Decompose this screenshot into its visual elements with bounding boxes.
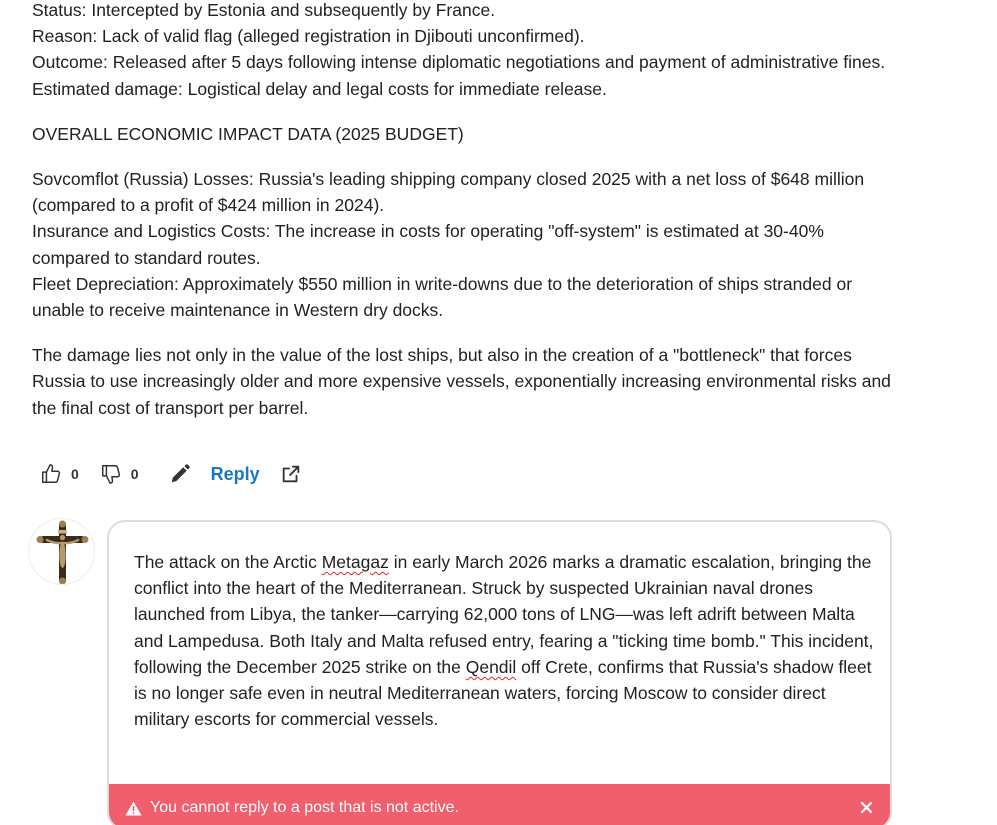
post-line-status: Status: Intercepted by Estonia and subsequently by France. — [32, 0, 496, 20]
reply-button[interactable] — [211, 464, 260, 485]
previous-post-body — [32, 0, 892, 421]
alert-message: You cannot reply to a post that is not active. — [150, 799, 459, 816]
edit-button[interactable] — [169, 463, 191, 485]
thumbs-down-icon — [100, 463, 122, 485]
post-line-damage: Estimated damage: Logistical delay and legal costs for immediate release. — [32, 78, 607, 99]
close-icon[interactable] — [860, 801, 873, 814]
pencil-icon — [169, 463, 191, 485]
comment-text-part: The attack on the Arctic — [134, 552, 322, 572]
crucifix-avatar-image — [29, 519, 95, 585]
post-action-bar — [40, 460, 302, 488]
downvote-button[interactable] — [100, 463, 139, 485]
misspelled-word[interactable]: Metagaz — [321, 552, 389, 572]
comment-text — [134, 549, 874, 732]
comment-text-part: off Crete, confirms that Russia's shadow fleet is no longer safe even in neutral Mediterranean waters, forcing Moscow to consider direct military escorts for commercial vessels. — [134, 656, 872, 730]
thumbs-up-icon — [40, 463, 62, 485]
post-impact-list — [32, 166, 892, 323]
comment-text-part: in early March 2026 marks a dramatic escalation, bringing the conflict into the heart of the Mediterranean. Struck by suspected Ukrainian naval drones launched from Libya, the tanker—carrying 62,000 tons of LNG—was left adrift between Malta and Lampedusa. Both Italy and Malta refused entry, fearing a "ticking time bomb." This incident, following the December 2025 strike on the — [134, 552, 874, 677]
misspelled-word[interactable]: Qendil — [465, 656, 517, 677]
error-alert — [109, 784, 890, 825]
post-line-depreciation: Fleet Depreciation: Approximately $550 million in write-downs due to the deterioration of ships stranded or unable to receive maintenance in Western dry docks. — [32, 273, 853, 321]
upvote-count: 0 — [71, 466, 79, 482]
reply-label: Reply — [210, 463, 260, 484]
share-button[interactable] — [280, 463, 302, 485]
commenter-avatar[interactable] — [28, 518, 95, 585]
share-icon — [280, 463, 302, 485]
post-line-reason: Reason: Lack of valid flag (alleged registration in Djibouti unconfirmed). — [32, 26, 585, 47]
post-line-outcome: Outcome: Released after 5 days following intense diplomatic negotiations and payment of administrative fines. — [32, 52, 886, 73]
post-line-sovcomflot: Sovcomflot (Russia) Losses: Russia's leading shipping company closed 2025 with a net loss of $648 million (compared to a profit of $424 million in 2024). — [32, 169, 865, 216]
comment-card — [107, 520, 892, 825]
post-line-insurance: Insurance and Logistics Costs: The increase in costs for operating "off-system" is estimated at 30-40% compared to standard routes. — [32, 221, 824, 268]
upvote-button[interactable] — [40, 463, 79, 485]
post-conclusion: The damage lies not only in the value of the lost ships, but also in the creation of a "bottleneck" that forces Russia to use increasingly older and more expensive vessels, exponentially increasing environmental risks and the final cost of transport per barrel. — [32, 345, 891, 418]
warning-icon — [125, 801, 142, 816]
downvote-count: 0 — [130, 466, 139, 482]
post-section-heading: OVERALL ECONOMIC IMPACT DATA (2025 BUDGET) — [32, 123, 464, 144]
